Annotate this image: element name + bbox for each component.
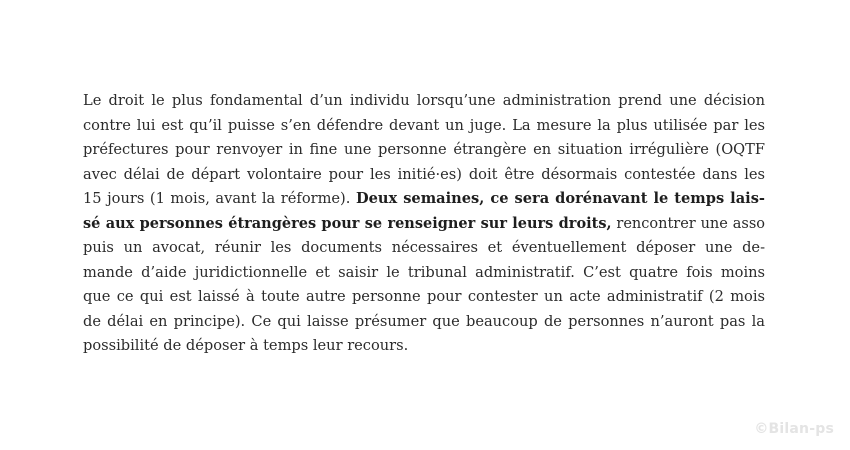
text-segment: de délai en principe). Ce qui laisse présumer que beaucoup de personnes n’auront pas la — [83, 312, 765, 330]
bold-text-segment: Deux semaines, ce sera dorénavant le temps lais- — [355, 190, 765, 207]
paragraph-line — [83, 212, 765, 237]
text-segment: possibilité de déposer à temps leur recours. — [83, 337, 409, 354]
paragraph-line — [83, 285, 765, 310]
paragraph-line — [83, 187, 765, 212]
text-segment: puis un avocat, réunir les documents nécessaires et éventuellement déposer une de- — [83, 239, 765, 256]
paragraph-line — [83, 114, 765, 139]
paragraph-line — [83, 261, 765, 286]
bold-text-segment: sé aux personnes étrangères pour se renseigner sur leurs droits, — [83, 214, 612, 232]
article-paragraph — [83, 89, 765, 359]
paragraph-line — [83, 163, 765, 188]
text-segment: préfectures pour renvoyer in fine une personne étrangère en situation irrégulière (OQTF — [83, 141, 765, 158]
text-segment: Le droit le plus fondamental d’un individu lorsqu’une administration prend une décision — [83, 92, 765, 109]
paragraph-line — [83, 334, 765, 359]
paragraph-line — [83, 138, 765, 163]
text-segment: que ce qui est laissé à toute autre personne pour contester un acte administratif (2 mois — [83, 288, 765, 305]
paragraph-line — [83, 236, 765, 261]
text-segment: avec délai de départ volontaire pour les initié·es) doit être désormais contestée dans les — [83, 165, 765, 183]
text-segment: rencontrer une asso — [611, 215, 765, 232]
paragraph-line — [83, 89, 765, 114]
paragraph-line — [83, 310, 765, 335]
text-segment: contre lui est qu’il puisse s’en défendre devant un juge. La mesure la plus utilisée par les — [83, 116, 765, 134]
watermark: ©Bilan-ps — [754, 421, 834, 437]
text-segment: mande d’aide juridictionnelle et saisir le tribunal administratif. C’est quatre fois moins — [83, 263, 765, 281]
text-segment: 15 jours (1 mois, avant la réforme). — [83, 190, 356, 207]
